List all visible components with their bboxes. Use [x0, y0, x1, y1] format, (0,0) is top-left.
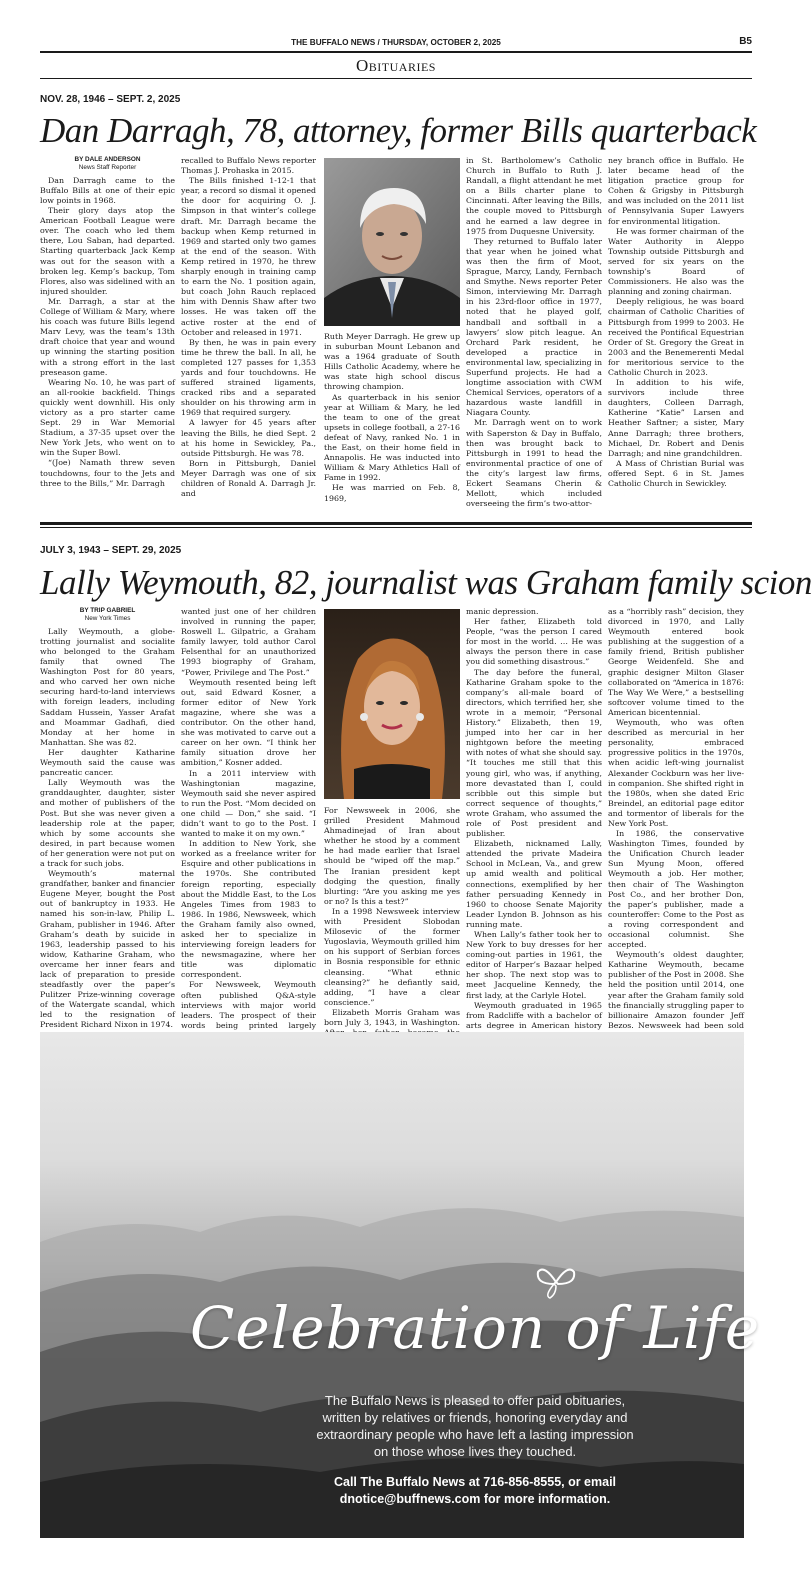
paragraph: Ruth Meyer Darragh. He grew up in suburban Mount Lebanon and was a 1964 graduate of South Hills Catholic Academy, where he was state high school discus throwing champion. [324, 332, 460, 392]
paragraph: recalled to Buffalo News reporter Thomas J. Prohaska in 2015. [181, 156, 316, 176]
woman-portrait-illustration [324, 609, 460, 799]
section-title: Obituaries [356, 56, 436, 75]
paragraph: Weymouth resented being left out, said Edward Kosner, a former editor of New York magazine, where she was a contributor. On the other hand, she was motivated to carve out a career on her own. “I think her family situation drove her ambition,” Kosner added. [181, 677, 316, 768]
obit2-byline-role: New York Times [84, 615, 131, 623]
obit1-byline-name: BY DALE ANDERSON [74, 156, 141, 163]
header-rule-bottom [40, 78, 752, 79]
paragraph: Her daughter Katharine Weymouth said the cause was pancreatic cancer. [40, 747, 175, 778]
obit1-byline [40, 156, 175, 173]
paragraph: Weymouth graduated in 1965 from Radcliffe with a bachelor of arts degree in American history [466, 1000, 602, 1030]
paragraph: Lally Weymouth, a globe-trotting journalist and socialite who belonged to the Graham family that owned The Washington Post for 80 years, and who carved her own niche securing hard-to-land interviews with foreign leaders, including Saddam Hussein, Yasser Arafat and Moammar Gadhafi, died Monday at her home in Manhattan. She was 82. [40, 626, 175, 747]
paragraph: In addition to his wife, survivors include three daughters, Colleen Darragh, Katherine “Katie” Larsen and Heather Saftner; a sister, Mary Anne Darragh; three brothers, Michael, Dr. Robert and Denis Darragh; and nine grandchildren. [608, 378, 744, 458]
obit2-byline [40, 607, 175, 624]
paragraph: He was former chairman of the Water Authority in Aleppo Township outside Pittsburgh and served for six years on the township’s Board of Commissioners. He also was the planning and zoning chairman. [608, 226, 744, 297]
paragraph: Deeply religious, he was board chairman of Catholic Charities of Pittsburgh from 1999 to 2003. He received the Pontifical Equestrian Order of St. Gregory the Great in 2003 and the Benemerenti Medal for meritorious service to the Catholic Church in 2023. [608, 297, 744, 377]
obit1-column-2 [181, 156, 316, 500]
paragraph: A Mass of Christian Burial was offered Sept. 6 in St. James Catholic Church in Sewickley. [608, 458, 744, 488]
obit1-byline-role: News Staff Reporter [78, 164, 137, 172]
folio-bar [40, 36, 752, 50]
obit2-column-3 [324, 806, 460, 1027]
paragraph: By then, he was in pain every time he threw the ball. In all, he completed 127 passes for 1,353 yards and four touchdowns. He suffered strained ligaments, cracked ribs and a separated shoulder on his throwing arm in 1969 that required surgery. [181, 337, 316, 418]
paragraph: Mr. Darragh, a star at the College of William & Mary, where his coach was future Bills legend Marv Levy, was the team’s 13th draft choice that year and wound up winning the starting position with a strong effort in the last preseason game. [40, 296, 175, 377]
paragraph: When Lally’s father took her to New York to buy dresses for her coming-out parties in 1961, the editor of Harper’s Bazaar helped her shop. The next stop was to meet Jacqueline Kennedy, the first lady, at the Carlyle Hotel. [466, 930, 602, 1000]
celebration-of-life-ad [40, 1032, 761, 1538]
obit2-headline: Lally Weymouth, 82, journalist was Graham family scion [40, 563, 812, 602]
ad-call-to-action: Call The Buffalo News at 716-856-8555, or email dnotice@buffnews.com for more information. [333, 1475, 617, 1506]
paragraph: Weymouth’s oldest daughter, Katharine Weymouth, became publisher of the Post in 2008. She held the position until 2014, one year after the Graham family sold the financially struggling paper to billionaire Amazon founder Jeff Bezos. Newsweek had been sold [608, 950, 744, 1030]
obit1-column-3 [324, 332, 460, 503]
paragraph: Elizabeth, nicknamed Lally, attended the private Madeira School in McLean, Va., and grew up amid wealth and political connections, exemplified by her father persuading Kennedy in 1960 to choose Senate Majority Leader Lyndon B. Johnson as his running mate. [466, 839, 602, 929]
obit2-column-2 [181, 607, 316, 1030]
paragraph: Weymouth, who was often described as mercurial in her personality, embraced progressive politics in the 1970s, when acidic left-wing journalist Alexander Cockburn was her live-in companion. She shifted right in the 1980s, when she dated Eric Breindel, an editorial page editor and tormentor of liberals for the New York Post. [608, 718, 744, 828]
obit2-column-5 [608, 607, 744, 1030]
paragraph: A lawyer for 45 years after leaving the Bills, he died Sept. 2 at his home in Sewickley, Pa., outside Pittsburgh. He was 78. [181, 418, 316, 458]
paragraph: For Newsweek in 2006, she grilled President Mahmoud Ahmadinejad of Iran about whether he stood by a comment he had made earlier that Israel should be “wiped off the map.” The Iranian president kept dodging the question, finally blurting: “Are you asking me yes or no? Is this a test?” [324, 806, 460, 906]
obit2-column-1 [40, 607, 175, 1030]
folio-date: THE BUFFALO NEWS / THURSDAY, OCTOBER 2, 2025 [291, 38, 501, 47]
paragraph: In addition to New York, she worked as a freelance writer for Esquire and other publications in the 1970s. She contributed foreign reporting, especially about the Middle East, to the Los Angeles Times from 1983 to 1986. In 1986, Newsweek, which the Graham family also owned, asked her to specialize in interviewing foreign leaders for the newsmagazine, where her title was diplomatic correspondent. [181, 839, 316, 980]
divider-rule-thin [40, 527, 752, 528]
paragraph: In a 2011 interview with Washingtonian magazine, Weymouth said she never aspired to run the Post. “Mom decided on one child — Don,” she said. “I didn’t want to go to the Post. I wanted to make it on my own.” [181, 768, 316, 839]
header-rule-top [40, 51, 752, 53]
paragraph: In 1986, the conservative Washington Times, founded by the Unification Church leader Sun Myung Moon, offered Weymouth a job. Her mother, then chair of The Washington Post Co., and her brother Don, the paper’s publisher, made a counteroffer: Come to the Post as a roving correspondent and occasional columnist. She accepted. [608, 829, 744, 950]
paragraph: In a 1998 Newsweek interview with President Slobodan Milosevic of the former Yugoslavia, Weymouth grilled him on his support of Serbian forces in Bosnia responsible for ethnic cleansing. “What ethnic cleansing?” he defiantly said, adding, “I have a clear conscience.” [324, 906, 460, 1007]
paragraph: For Newsweek, Weymouth often published Q&A-style interviews with major world leaders. The prospect of their words being printed largely [181, 980, 316, 1030]
obit1-headline: Dan Darragh, 78, attorney, former Bills quarterback [40, 111, 757, 150]
obit1-dates: NOV. 28, 1946 – SEPT. 2, 2025 [40, 94, 181, 105]
obit1-column-1 [40, 156, 175, 500]
paragraph: “(Joe) Namath threw seven touchdowns, four to the Jets and three to the Bills,” Mr. Darragh [40, 458, 175, 488]
paragraph: Weymouth’s maternal grandfather, banker and financier Eugene Meyer, bought the Post out of bankruptcy in 1933. He named his son-in-law, Philip L. Graham, publisher in 1946. After Graham’s death by suicide in 1963, leadership passed to his widow, Katharine Graham, who overcame her inner fears and lack of preparation to preside steadfastly over the paper’s Pulitzer Prize-winning coverage of the Watergate scandal, which led to the resignation of President Richard Nixon in 1974. [40, 869, 175, 1030]
paragraph: as a “horribly rash” decision, they divorced in 1970, and Lally Weymouth entered book publishing at the suggestion of a family friend, British publisher George Weidenfeld. She and graphic designer Milton Glaser collaborated on “America in 1876: The Way We Were,” a bestselling softcover volume timed to the American bicentennial. [608, 607, 744, 717]
obit1-column-5 [608, 156, 744, 500]
paragraph: manic depression. [466, 607, 539, 616]
page-number: B5 [739, 36, 752, 47]
paragraph: The day before the funeral, Katharine Graham spoke to the company’s all-male board of directors, which terrified her, she wrote in a memoir, “Personal History.” Elizabeth, then 19, jumped into her car in her nightgown before the meeting with notes of what she should say. “It touches me still that this young girl, who was, if anything, more devastated than I, could scribble out this simple but correct sequence of thoughts,” wrote Graham, who assumed the role of Post president and publisher. [466, 667, 602, 839]
paragraph: Dan Darragh came to the Buffalo Bills at one of their epic low points in 1968. [40, 175, 175, 205]
paragraph: He was married on Feb. 8, 1969, [324, 483, 460, 503]
paragraph: The Bills finished 1-12-1 that year, a record so dismal it opened the door for acquiring O. J. Simpson in that winter’s college draft. Mr. Darragh became the backup when Kemp returned in 1969 and started only two games at the end of the season. With Kemp retired in 1970, he threw sharply enough in training camp to earn the No. 1 position again, but coach John Rauch replaced him with Dennis Shaw after two losses. He was taken off the active roster at the end of October and released in 1971. [181, 176, 316, 337]
man-portrait-illustration [324, 158, 460, 326]
paragraph: Lally Weymouth was the granddaughter, daughter, sister and mother of publishers of the Post. But she was never given a leadership role at the paper, which by some accounts she desired, in part because women of her generation were not put on a track for such jobs. [40, 778, 175, 868]
ad-body-text: The Buffalo News is pleased to offer paid obituaries, written by relatives or friends, honoring everyday and extraordinary people who have left a lasting impression on those whose lives they touched. [316, 1393, 634, 1459]
mountain-landscape-illustration [40, 1032, 744, 1538]
paragraph: They returned to Buffalo later that year when he joined what was then the firm of Moot, Sprague, Marcy, Landy, Fernbach and Smythe. News reporter Peter Simon, interviewing Mr. Darragh in his 23rd-floor office in 1977, noted that he played golf, handball and softball in a lawyers’ slow pitch league. An Orchard Park resident, he developed a practice in environmental law, specializing in Superfund projects. He had a longtime association with CWM Chemical Services, operators of a hazardous waste landfill in Niagara County. [466, 236, 602, 418]
obit1-portrait-photo [324, 158, 460, 326]
paragraph: As quarterback in his senior year at William & Mary, he led the team to one of the great upsets in college football, a 27-16 defeat of Navy, ranked No. 1 in the East, on their home field in Annapolis. He was inducted into William & Mary Athletics Hall of Fame in 1992. [324, 392, 460, 483]
paragraph: Mr. Darragh went on to work with Saperston & Day in Buffalo, then was brought back to Pittsburgh in 1991 to head the environmental practice of one of the city’s largest law firms, Eckert Seamans Cherin & Mellott, which included overseeing the firm’s two-attor- [466, 418, 602, 509]
paragraph: Their glory days atop the American Football League were over. The coach who led them there, Lou Saban, had departed. Starting quarterback Jack Kemp was out for the season with a broken leg. Kemp’s backup, Tom Flores, also was sidelined with an injured shoulder. [40, 206, 175, 296]
obit2-dates: JULY 3, 1943 – SEPT. 29, 2025 [40, 545, 182, 556]
paragraph: ney branch office in Buffalo. He later became head of the litigation practice group for Cohen & Grigsby in Pittsburgh and was included on the 2011 list of Pennsylvania Super Lawyers for environmental litigation. [608, 156, 744, 226]
paragraph: Elizabeth Morris Graham was born July 3, 1943, in Washington. [324, 1007, 460, 1027]
obit2-portrait-photo [324, 609, 460, 799]
obit2-byline-name: BY TRIP GABRIEL [79, 607, 136, 614]
obit1-column-4 [466, 156, 602, 509]
paragraph: in St. Bartholomew’s Catholic Church in Buffalo to Ruth J. Randall, a flight attendant he met on a Bills charter plane to Cincinnati. After leaving the Bills, the couple moved to Pittsburgh and he earned a law degree in 1975 from Duquesne University. [466, 156, 602, 236]
paragraph: Wearing No. 10, he was part of an all-rookie backfield. Things quickly went downhill. His only victory as a pro starter came Sept. 29 in War Memorial Stadium, a 37-35 upset over the New York Jets, who went on to win the Super Bowl. [40, 377, 175, 458]
obit2-column-4 [466, 607, 602, 1030]
divider-rule [40, 522, 752, 525]
paragraph: wanted just one of her children involved in running the paper, Roswell L. Gilpatric, a Graham family lawyer, told author Carol Felsenthal for an unauthorized 1993 biography of Graham, “Power, Privilege and The Post.” [181, 607, 316, 677]
celebration-script-title: Celebration of Life [190, 1294, 761, 1362]
paragraph: Born in Pittsburgh, Daniel Meyer Darragh was one of six children of Ronald A. Darragh Jr. and [181, 458, 316, 499]
paragraph: Her father, Elizabeth told People, “was the person I cared for most in the world. … He was always the person there in case you did something disastrous.” [466, 617, 602, 667]
